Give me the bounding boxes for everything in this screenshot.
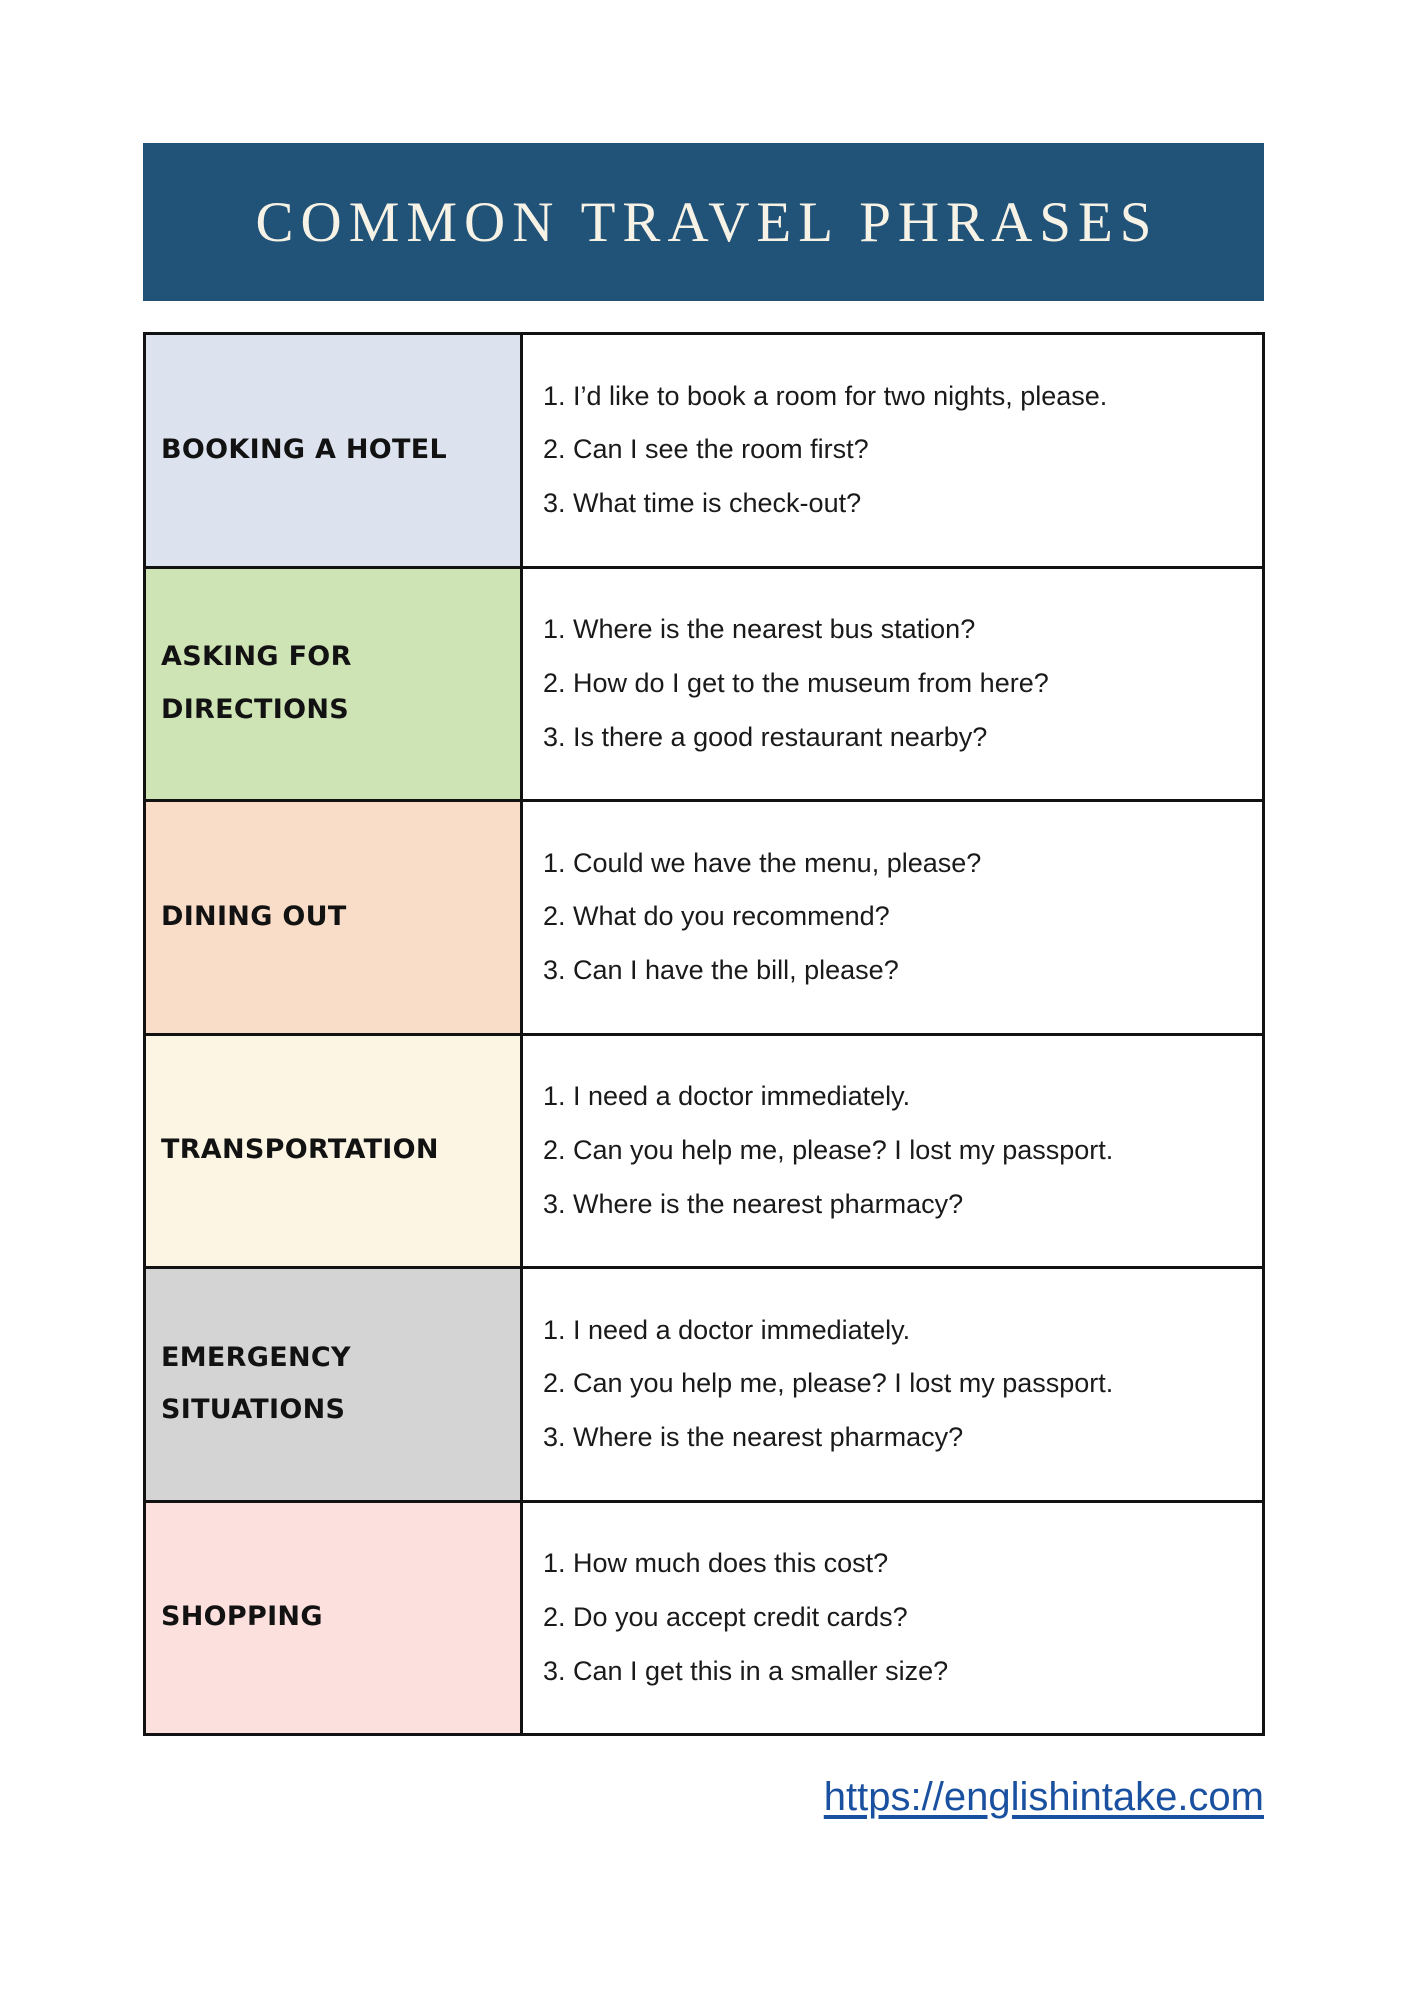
phrase-number: 1. bbox=[543, 614, 566, 645]
category-cell bbox=[145, 801, 522, 1035]
phrase-text: Can I get this in a smaller size? bbox=[573, 1655, 949, 1686]
phrase-number: 2. bbox=[543, 1134, 566, 1165]
phrase-text: Could we have the menu, please? bbox=[573, 847, 982, 878]
table-row bbox=[145, 801, 1264, 1035]
table-body bbox=[145, 334, 1264, 1735]
phrase-item bbox=[543, 603, 1244, 657]
phrase-text: I need a doctor immediately. bbox=[573, 1314, 911, 1345]
phrase-number: 1. bbox=[543, 1081, 566, 1112]
phrases-cell bbox=[522, 1268, 1264, 1502]
category-cell bbox=[145, 334, 522, 568]
phrase-number: 2. bbox=[543, 901, 566, 932]
category-label bbox=[161, 1591, 520, 1644]
category-label bbox=[161, 631, 520, 736]
travel-phrases-table bbox=[143, 332, 1265, 1736]
category-label-line1: DINING OUT bbox=[161, 900, 347, 932]
phrase-item bbox=[543, 370, 1244, 424]
website-link[interactable]: https://englishintake.com bbox=[823, 1775, 1264, 1819]
phrase-item bbox=[543, 477, 1244, 531]
page-title: COMMON TRAVEL PHRASES bbox=[255, 190, 1159, 254]
phrase-item bbox=[543, 1411, 1244, 1465]
phrases-cell bbox=[522, 1034, 1264, 1268]
phrases-cell bbox=[522, 567, 1264, 801]
phrase-number: 3. bbox=[543, 1422, 566, 1453]
phrase-text: Do you accept credit cards? bbox=[573, 1601, 908, 1632]
table-row bbox=[145, 334, 1264, 568]
phrase-text: How do I get to the museum from here? bbox=[573, 667, 1049, 698]
phrases-cell bbox=[522, 801, 1264, 1035]
phrase-item bbox=[543, 1124, 1244, 1178]
phrase-item bbox=[543, 711, 1244, 765]
category-label-line1: BOOKING A HOTEL bbox=[161, 433, 448, 465]
table-row bbox=[145, 1034, 1264, 1268]
table-row bbox=[145, 1501, 1264, 1735]
category-label-line1: EMERGENCY bbox=[161, 1341, 351, 1373]
phrase-text: Is there a good restaurant nearby? bbox=[573, 721, 988, 752]
phrase-text: Where is the nearest bus station? bbox=[573, 614, 976, 645]
category-cell bbox=[145, 1268, 522, 1502]
phrase-number: 1. bbox=[543, 1314, 566, 1345]
phrase-text: Can you help me, please? I lost my passport. bbox=[573, 1368, 1114, 1399]
category-label bbox=[161, 424, 520, 477]
phrase-number: 3. bbox=[543, 955, 566, 986]
table-row bbox=[145, 567, 1264, 801]
phrase-item bbox=[543, 1070, 1244, 1124]
category-cell bbox=[145, 1501, 522, 1735]
phrase-number: 2. bbox=[543, 1601, 566, 1632]
category-label-line2: DIRECTIONS bbox=[161, 693, 349, 725]
phrase-item bbox=[543, 1591, 1244, 1645]
phrase-text: Can I have the bill, please? bbox=[573, 955, 899, 986]
phrase-text: Where is the nearest pharmacy? bbox=[573, 1422, 964, 1453]
category-label bbox=[161, 1124, 520, 1177]
category-cell bbox=[145, 1034, 522, 1268]
phrase-text: Can I see the room first? bbox=[573, 434, 869, 465]
category-label bbox=[161, 1332, 520, 1437]
phrase-item bbox=[543, 657, 1244, 711]
phrase-number: 1. bbox=[543, 847, 566, 878]
phrase-number: 3. bbox=[543, 1655, 566, 1686]
phrase-item bbox=[543, 1304, 1244, 1358]
phrase-number: 2. bbox=[543, 434, 566, 465]
category-cell bbox=[145, 567, 522, 801]
phrase-number: 1. bbox=[543, 380, 566, 411]
phrase-text: Where is the nearest pharmacy? bbox=[573, 1188, 964, 1219]
phrases-cell bbox=[522, 1501, 1264, 1735]
phrase-text: I’d like to book a room for two nights, please. bbox=[573, 380, 1108, 411]
phrase-text: I need a doctor immediately. bbox=[573, 1081, 911, 1112]
category-label-line2: SITUATIONS bbox=[161, 1394, 346, 1426]
phrase-number: 1. bbox=[543, 1548, 566, 1579]
phrase-text: Can you help me, please? I lost my passport. bbox=[573, 1134, 1114, 1165]
category-label-line1: TRANSPORTATION bbox=[161, 1134, 439, 1166]
phrase-item bbox=[543, 1537, 1244, 1591]
phrase-item bbox=[543, 944, 1244, 998]
phrase-item bbox=[543, 1357, 1244, 1411]
phrase-text: What time is check-out? bbox=[573, 488, 862, 519]
phrase-text: What do you recommend? bbox=[573, 901, 890, 932]
table-row bbox=[145, 1268, 1264, 1502]
category-label-line1: SHOPPING bbox=[161, 1601, 323, 1633]
phrase-number: 2. bbox=[543, 667, 566, 698]
phrase-item bbox=[543, 837, 1244, 891]
phrase-number: 3. bbox=[543, 1188, 566, 1219]
phrase-number: 3. bbox=[543, 721, 566, 752]
category-label-line1: ASKING FOR bbox=[161, 641, 352, 673]
phrase-item bbox=[543, 1178, 1244, 1232]
phrase-item bbox=[543, 890, 1244, 944]
category-label bbox=[161, 891, 520, 944]
phrase-item bbox=[543, 423, 1244, 477]
phrase-text: How much does this cost? bbox=[573, 1548, 889, 1579]
phrase-number: 3. bbox=[543, 488, 566, 519]
phrase-number: 2. bbox=[543, 1368, 566, 1399]
title-banner bbox=[143, 143, 1264, 301]
phrase-item bbox=[543, 1645, 1244, 1699]
phrases-cell bbox=[522, 334, 1264, 568]
